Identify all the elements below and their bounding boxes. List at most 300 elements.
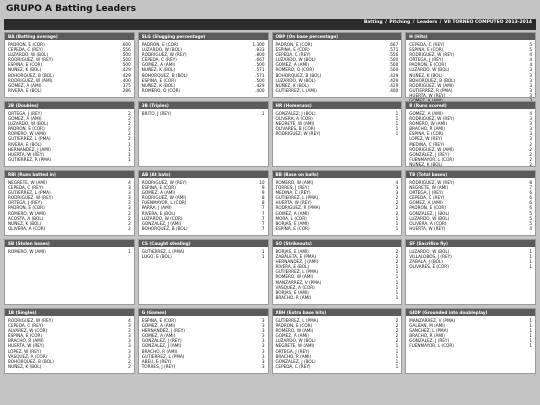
stat-value: 8 [261,200,265,206]
stat-card-body [406,247,535,271]
player-name[interactable]: VILLALOBOS, J (REY) [409,254,452,260]
player-name[interactable]: GUTIERREZ, L (PMA) [275,195,319,201]
stat-value: 3 [128,348,131,354]
player-name[interactable]: ROMERO, O (COR) [141,87,181,93]
stat-card [4,239,135,305]
player-name[interactable]: LUGO, E (BOL) [141,254,172,260]
stat-card-title: G (Games) [139,309,268,316]
stat-value: 6 [529,200,532,206]
player-name[interactable]: GOMEZ, A (AMI) [409,200,443,206]
player-name[interactable]: BOHORQUEZ, B (BOL) [141,72,188,78]
stat-value: 3 [395,190,399,196]
stat-value: 3 [128,200,131,206]
player-name[interactable]: NUÑEZ, K (BOL) [141,67,176,73]
player-name[interactable]: BRACHO, R (AMI) [275,294,312,300]
player-name[interactable]: NUÑEZ, K (BOL) [8,220,42,226]
stat-card [4,170,135,236]
stat-value: 3 [261,363,265,369]
stat-value: 2 [395,323,399,329]
stat-value: 1 [261,249,265,254]
player-name[interactable]: LUZARDO, W (BOL) [275,338,316,344]
leader-row [142,254,265,259]
stat-card-body [273,40,402,95]
leader-row [142,88,265,93]
player-name[interactable]: GALBAN, M (AMI) [409,323,446,329]
player-name[interactable]: GONZALEZ, J (REY) [141,338,182,344]
stat-value: 7 [529,185,532,191]
player-name[interactable]: LUZARDO, W (BOL) [275,57,316,63]
stat-card [405,32,536,98]
stat-card [138,32,269,98]
player-name[interactable]: RODRIGUEZ, W (REY) [141,180,187,185]
stat-card [4,101,135,167]
player-name[interactable]: RODRIGUEZ, R (PMA) [275,205,321,211]
stat-value: 1 [395,284,399,290]
player-name[interactable]: NEGRETE, W (AMI) [8,180,47,185]
player-name[interactable]: GOMEZ, A (AMI) [8,116,42,122]
player-name[interactable]: BRACHO, R (AMI) [409,126,445,132]
stat-value: 2 [395,249,399,254]
player-name[interactable]: MANZARREZ, V (PMA) [409,318,456,323]
stat-value: .429 [388,82,399,88]
player-name[interactable]: BRACHO, R (AMI) [409,333,445,339]
player-name[interactable]: RODRIGUEZ, W (AMI) [8,77,53,83]
player-name[interactable]: FUENMAYOR, L (COR) [141,200,187,206]
player-name[interactable]: GUTIERREZ, L (PMA) [275,269,319,275]
stat-value: 9 [261,185,265,191]
player-name[interactable]: CEPEDA, C (REY) [8,47,44,53]
player-name[interactable]: LUZARDO, W (BOL) [8,121,49,127]
player-name[interactable]: GONZALEZ, J (BOL) [275,358,316,364]
player-name[interactable]: CEPEDA, C (REY) [141,57,177,63]
player-name[interactable]: BRACHO, R (AMI) [8,338,44,344]
player-name[interactable]: VASQUEZ, A (COR) [8,353,48,359]
stat-value: 5 [529,47,532,53]
player-name[interactable]: ROMERO, W (AMI) [409,121,448,127]
player-name[interactable]: CEPEDA, C (REY) [409,42,445,47]
leader-row [142,111,265,116]
stat-value: 1 [529,323,532,329]
player-name[interactable]: GUTIERREZ, R (PMA) [409,87,453,93]
player-name[interactable]: ORTEGA, J (REY) [8,200,42,206]
player-name[interactable]: ROMERO, W (AMI) [275,180,314,185]
stat-value: 3 [395,185,399,191]
player-name[interactable]: ESPINA, E (COR) [275,225,310,231]
stat-value: .667 [388,42,399,47]
player-name[interactable]: LUZARDO, W (BOL) [409,215,450,221]
player-name[interactable]: FUENMAYOR, L (COR) [409,156,454,162]
player-name[interactable]: BOHORQUEZ, B (BOL) [275,72,322,78]
stat-value: 8 [529,180,532,185]
player-name[interactable]: ESPINA, E (COR) [409,47,444,53]
player-name[interactable]: MEDINA, C (REY) [275,190,311,196]
stat-value: 5 [529,215,532,221]
stat-value: 1 [529,254,532,260]
stat-card-body [139,247,268,261]
player-name[interactable]: CEPEDA, C (REY) [409,195,445,201]
nav-link-tournament[interactable]: VII TORNEO COMPUTEO 2013-2014 [443,20,532,25]
player-name[interactable]: ORTEGA, J (REY) [8,111,42,116]
stat-value: 1 [128,151,131,157]
player-name[interactable]: HERNANDEZ, J (AMI) [275,259,319,265]
player-name[interactable]: GUTIERREZ, L (PMA) [8,190,51,196]
stat-value: 7 [261,210,265,216]
stat-value: .400 [121,77,131,83]
player-name[interactable]: ESPINA, E (COR) [141,77,176,83]
player-name[interactable]: HUERTA, W (REY) [8,343,45,349]
player-name[interactable]: GOMEZ, A (AMI) [141,62,176,68]
stat-card-title: HR (Homeruns) [273,102,402,109]
player-name[interactable]: ROMERO, W (AMI) [8,131,46,137]
stat-value: .286 [121,87,131,93]
player-name[interactable]: NEGRETE, W (AMI) [275,343,315,349]
leader-row [8,157,131,162]
player-name[interactable]: LOPEZ, W (REY) [8,348,42,354]
stat-value: .500 [121,57,131,63]
stat-value: 2 [395,259,399,265]
stat-card-body [139,109,268,118]
leader-row [409,264,532,269]
stat-value: .833 [255,47,265,53]
stat-value: 3 [261,358,265,364]
stat-card-title: SLG (Slugging percentage) [139,33,268,40]
stat-value: 2 [395,210,399,216]
stat-value: 3 [128,190,131,196]
stat-value: 1 [529,333,532,339]
stat-value: 2 [395,254,399,260]
stat-card-title: 1B (Singles) [5,309,134,316]
player-name[interactable]: GOMEZ, A (AMI) [141,190,176,196]
player-name[interactable]: RODRIGUEZ, W (AMI) [409,146,454,152]
player-name[interactable]: LUZARDO, W (BOL) [409,67,450,73]
player-name[interactable]: PADRON, E (COR) [275,42,313,47]
stat-value: 1 [395,294,399,300]
player-name[interactable]: RODRIGUEZ, W (REY) [409,116,455,122]
player-name[interactable]: PARRA, J (AMI) [141,205,172,211]
player-name[interactable]: ORTEGA, J (REY) [409,57,444,63]
player-name[interactable]: LUZARDO, W (COR) [141,215,183,221]
player-name[interactable]: RODRIGUEZ, W (REY) [409,52,455,58]
player-name[interactable]: NUÑEZ, K (BOL) [8,67,42,73]
nav-link-leaders[interactable]: Leaders [417,20,438,25]
stat-value: 2 [128,111,131,116]
leader-row [409,162,532,167]
player-name[interactable]: ROMERO, W (AMI) [8,210,46,216]
player-name[interactable]: RIVERA, E (BOL) [275,264,310,270]
stat-card-title: H (Hits) [406,33,535,40]
stat-value: 2 [395,205,399,211]
stat-value: .500 [388,62,399,68]
player-name[interactable]: ESPINA, E (COR) [8,333,43,339]
player-name[interactable]: ESPINA, E (COR) [409,131,444,137]
player-name[interactable]: LUZARDO, W (BOL) [141,47,182,53]
nav-separator: / [439,20,442,25]
stat-value: 2 [529,141,532,147]
stat-card-title: TB (Total bases) [406,171,535,178]
player-name[interactable]: CEPEDA, C (REY) [275,363,311,369]
player-name[interactable]: MANZARREZ, V (PMA) [275,279,322,285]
player-name[interactable]: NUÑEZ, K (BOL) [409,72,443,78]
player-name[interactable]: OLIVERA, A (COR) [409,220,447,226]
player-name[interactable]: OLIVARES, E (COR) [409,264,449,270]
player-name[interactable]: ZABALETA, E (PMA) [275,254,316,260]
stat-value: 2 [128,225,131,231]
stat-value: 3 [529,126,532,132]
stat-value: .500 [255,62,265,68]
player-name[interactable]: BRACHO, R (AMI) [275,353,312,359]
stat-value: 2 [529,161,532,167]
player-name[interactable]: CEPEDA, C (REY) [8,323,44,329]
player-name[interactable]: NUÑEZ, K (BOL) [409,161,443,167]
stat-card-body [139,178,268,233]
player-name[interactable]: BRITO, J (REY) [141,111,172,116]
stat-value: 3 [128,328,131,334]
player-name[interactable]: ESPINA, E (COR) [141,318,176,323]
stat-value: 2 [529,146,532,152]
stat-value: 7 [261,220,265,226]
stat-value: 1 [128,141,131,147]
player-name[interactable]: RIVERA, E (BOL) [8,87,42,93]
player-name[interactable]: RODRIGUEZ, W (AMI) [409,82,454,88]
nav-link-batting[interactable]: Batting [363,20,383,25]
stat-card [138,170,269,236]
player-name[interactable]: GUTIERREZ, L (PMA) [275,318,319,323]
stat-value: 1 [395,289,399,295]
player-name[interactable]: GOMEZ, A (AMI) [141,323,176,329]
player-name[interactable]: GOMEZ, A (AMI) [275,210,310,216]
stat-value: .375 [121,82,131,88]
player-name[interactable]: LUZARDO, W (BOL) [275,77,316,83]
player-name[interactable]: GOMEZ, A (AMI) [409,111,443,116]
player-name[interactable]: ROMERO, W (AMI) [275,274,314,280]
player-name[interactable]: LUZARDO, W (BOL) [8,52,49,58]
stat-value: .500 [388,57,399,63]
stat-card-body [5,109,134,164]
stat-value: 1 [395,269,399,275]
stat-card-body [5,40,134,95]
player-name[interactable]: PADRON, E (COR) [275,323,313,329]
player-name[interactable]: PADRON, E (COR) [8,42,45,47]
stat-card-title: CS (Caught stealing) [139,240,268,247]
stat-value: .500 [121,62,131,68]
player-name[interactable]: NUÑEZ, K (BOL) [141,82,176,88]
stat-value: 1 [395,131,399,137]
leader-row [142,226,265,231]
player-name[interactable]: CEPEDA, C (REY) [8,185,44,191]
stat-value: 4 [529,111,532,116]
player-name[interactable]: PADRON, E (COR) [8,205,45,211]
leader-row [8,88,131,93]
stat-value: .571 [255,72,265,78]
player-name[interactable]: ESPINA, E (COR) [141,185,176,191]
player-name[interactable]: PADRON, E (COR) [409,62,446,68]
stat-value: 1 [395,279,399,285]
nav-link-pitching[interactable]: Pitching [389,20,411,25]
player-name[interactable]: GUTIERREZ, L (PMA) [8,136,51,142]
stat-value: .429 [121,67,131,73]
player-name[interactable]: GOMEZ, A (AMI) [275,62,310,68]
player-name[interactable]: VASQUEZ, A (COR) [275,284,315,290]
leader-row [276,131,399,136]
stat-card [272,239,403,305]
stat-value: .500 [255,77,265,83]
stat-value: 1 [395,348,399,354]
player-name[interactable]: ROMERO, O (COR) [275,67,314,73]
stat-value: 2 [395,338,399,344]
player-name[interactable]: HUERTA, W (REY) [8,151,45,157]
stat-card-body [406,40,535,105]
player-name[interactable]: BORJAS, E (AMI) [275,249,309,254]
player-name[interactable]: BOHORQUEZ, B (BOL) [409,77,456,83]
player-name[interactable]: SANCHEZ, L (PMA) [409,328,449,334]
player-name[interactable]: RODRIGUEZ, W (REY) [275,131,321,137]
stat-value: 1 [529,338,532,344]
leader-row [8,226,131,231]
player-name[interactable]: ROMERO, W (AMI) [275,328,314,334]
player-name[interactable]: ACOSTA, A (BOL) [8,215,44,221]
stat-card-title: AB (At bats) [139,171,268,178]
player-name[interactable]: RIVERA, E (BOL) [8,141,42,147]
player-name[interactable]: GOMEZ, A (AMI) [141,333,176,339]
player-name[interactable]: GUTIERREZ, L (PMA) [141,353,185,359]
player-name[interactable]: PADRON, E (COR) [409,205,446,211]
player-name[interactable]: ALVAREZ, W (COR) [8,328,48,334]
player-name[interactable]: CEPEDA, C (REY) [275,52,311,58]
stat-value: 1 [529,259,532,265]
stat-value: .500 [121,52,131,58]
player-name[interactable]: BOHORQUEZ, B (BOL) [8,358,54,364]
player-name[interactable]: TORRES, J (REY) [141,363,176,369]
stat-value: 1 [529,264,532,270]
player-name[interactable]: HUERTA, W (REY) [409,225,446,231]
stat-value: 2 [128,131,131,137]
stat-card [272,170,403,236]
stat-value: .600 [121,42,131,47]
stat-card-title: OBP (On base percentage) [273,33,402,40]
player-name[interactable]: ORTEGA, J (REY) [275,348,310,354]
player-name[interactable]: OLIVERA, A (COR) [8,225,46,231]
stat-value: 7 [261,215,265,221]
player-name[interactable]: TORRES, J (REY) [275,185,310,191]
player-name[interactable]: FUENMAYOR, L (COR) [409,343,454,349]
player-name[interactable]: ROMERO, W (AMI) [8,249,46,254]
stat-value: 5 [529,210,532,216]
player-name[interactable]: RIVERA, E (BOL) [141,210,176,216]
player-name[interactable]: GOMEZ, A (AMI) [275,333,310,339]
player-name[interactable]: BOHORQUEZ, B (BOL) [141,225,188,231]
stat-card-title: R (Runs scored) [406,102,535,109]
player-name[interactable]: ESPINA, E (COR) [8,62,43,68]
player-name[interactable]: RODRIGUEZ, W (REY) [8,195,53,201]
stat-card [4,32,135,98]
stat-card-body [5,178,134,233]
player-name[interactable]: GUTIERREZ, R (PMA) [8,156,52,162]
player-name[interactable]: BRACHO, R (AMI) [141,348,178,354]
player-name[interactable]: HERNANDEZ, J (REY) [141,328,185,334]
player-name[interactable]: HUERTA, W (REY) [275,200,312,206]
player-name[interactable]: LUZARDO, W (BOL) [409,249,450,254]
player-name[interactable]: NEGRETE, W (AMI) [409,185,449,191]
breadcrumb [363,20,532,25]
nav-separator: / [385,20,387,25]
stat-value: 1 [529,328,532,334]
stat-value: 1 [395,264,399,270]
player-name[interactable]: HUERTA, W (REY) [409,92,446,98]
stat-card-body [273,247,402,302]
player-name[interactable]: GONZALEZ, J (BOL) [409,210,450,216]
player-name[interactable]: PADRON, E (COR) [141,42,179,47]
leader-row [276,364,399,369]
stat-value: 3 [261,348,265,354]
stat-card-title: SO (Strikeouts) [273,240,402,247]
player-name[interactable]: NUÑEZ, K (BOL) [8,363,42,369]
player-name[interactable]: NEGRETE, W (AMI) [275,121,315,127]
stat-value: .400 [388,87,399,93]
stat-value: 2 [395,333,399,339]
stat-value: .800 [255,52,265,58]
player-name[interactable]: OLIVARES, B (COR) [275,126,316,132]
player-name[interactable]: GONZALEZ, J (REY) [409,151,450,157]
player-name[interactable]: GOMEZ, A (AMI) [8,82,42,88]
player-name[interactable]: RODRIGUEZ, W (REY) [8,57,53,63]
player-name[interactable]: BORJAS, E (AMI) [275,289,309,295]
stat-value: 3 [261,318,265,323]
player-name[interactable]: GUTIERREZ, L (AMI) [275,87,317,93]
stat-value: 3 [261,328,265,334]
player-name[interactable]: BOHORQUEZ, B (BOL) [8,72,54,78]
stat-card-body [139,40,268,95]
player-name[interactable]: LOPEZ, W (REY) [409,136,443,142]
player-name[interactable]: NUÑEZ, K (BOL) [275,82,309,88]
player-name[interactable]: RODRIGUEZ, W (REY) [141,52,187,58]
stat-value: 7 [261,205,265,211]
player-name[interactable]: GONZALEZ, J (BOL) [275,111,316,116]
stat-value: 3 [261,343,265,349]
stat-card-body [273,316,402,371]
stat-card [272,308,403,374]
player-name[interactable]: ESPINA, E (COR) [275,47,310,53]
player-name[interactable]: GONZALEZ, J (AMI) [141,343,182,349]
top-bar [4,19,536,30]
player-name[interactable]: GONZALEZ, J (REY) [409,338,450,344]
player-name[interactable]: ORTEGA, J (REY) [409,190,444,196]
stat-card-body [5,247,134,256]
player-name[interactable]: MEDINA, C (REY) [409,141,445,147]
player-name[interactable]: RODRIGUEZ, W (REY) [8,318,53,323]
stat-card [138,101,269,167]
player-name[interactable]: GONZALEZ, J (AMI) [141,220,182,226]
player-name[interactable]: OLIVERA, A (COR) [275,116,313,122]
player-name[interactable]: PADRON, E (COR) [8,126,45,132]
stat-value: 1 [261,111,265,116]
player-name[interactable]: RODRIGUEZ, W (AMI) [141,195,187,201]
player-name[interactable]: RODRIGUEZ, W (REY) [409,180,455,185]
stat-value: 2 [128,215,131,221]
player-name[interactable]: BORJAS, E (AMI) [275,220,309,226]
player-name[interactable]: GUTIERREZ, L (PMA) [141,249,185,254]
stat-value: 1 [261,254,265,260]
stat-value: 3 [529,87,532,93]
stat-value: 3 [128,323,131,329]
player-name[interactable]: MORA, L (COR) [275,215,307,221]
player-name[interactable]: HERNANDEZ, J (AMI) [8,146,51,152]
player-name[interactable]: ZABALA, J (BOL) [409,259,443,265]
stat-value: .400 [255,87,265,93]
stat-value: 3 [261,353,265,359]
stat-value: 1 [395,363,399,369]
stat-card-title: RBI (Runs batted in) [5,171,134,178]
player-name[interactable]: ABEU, E (REY) [141,358,172,364]
